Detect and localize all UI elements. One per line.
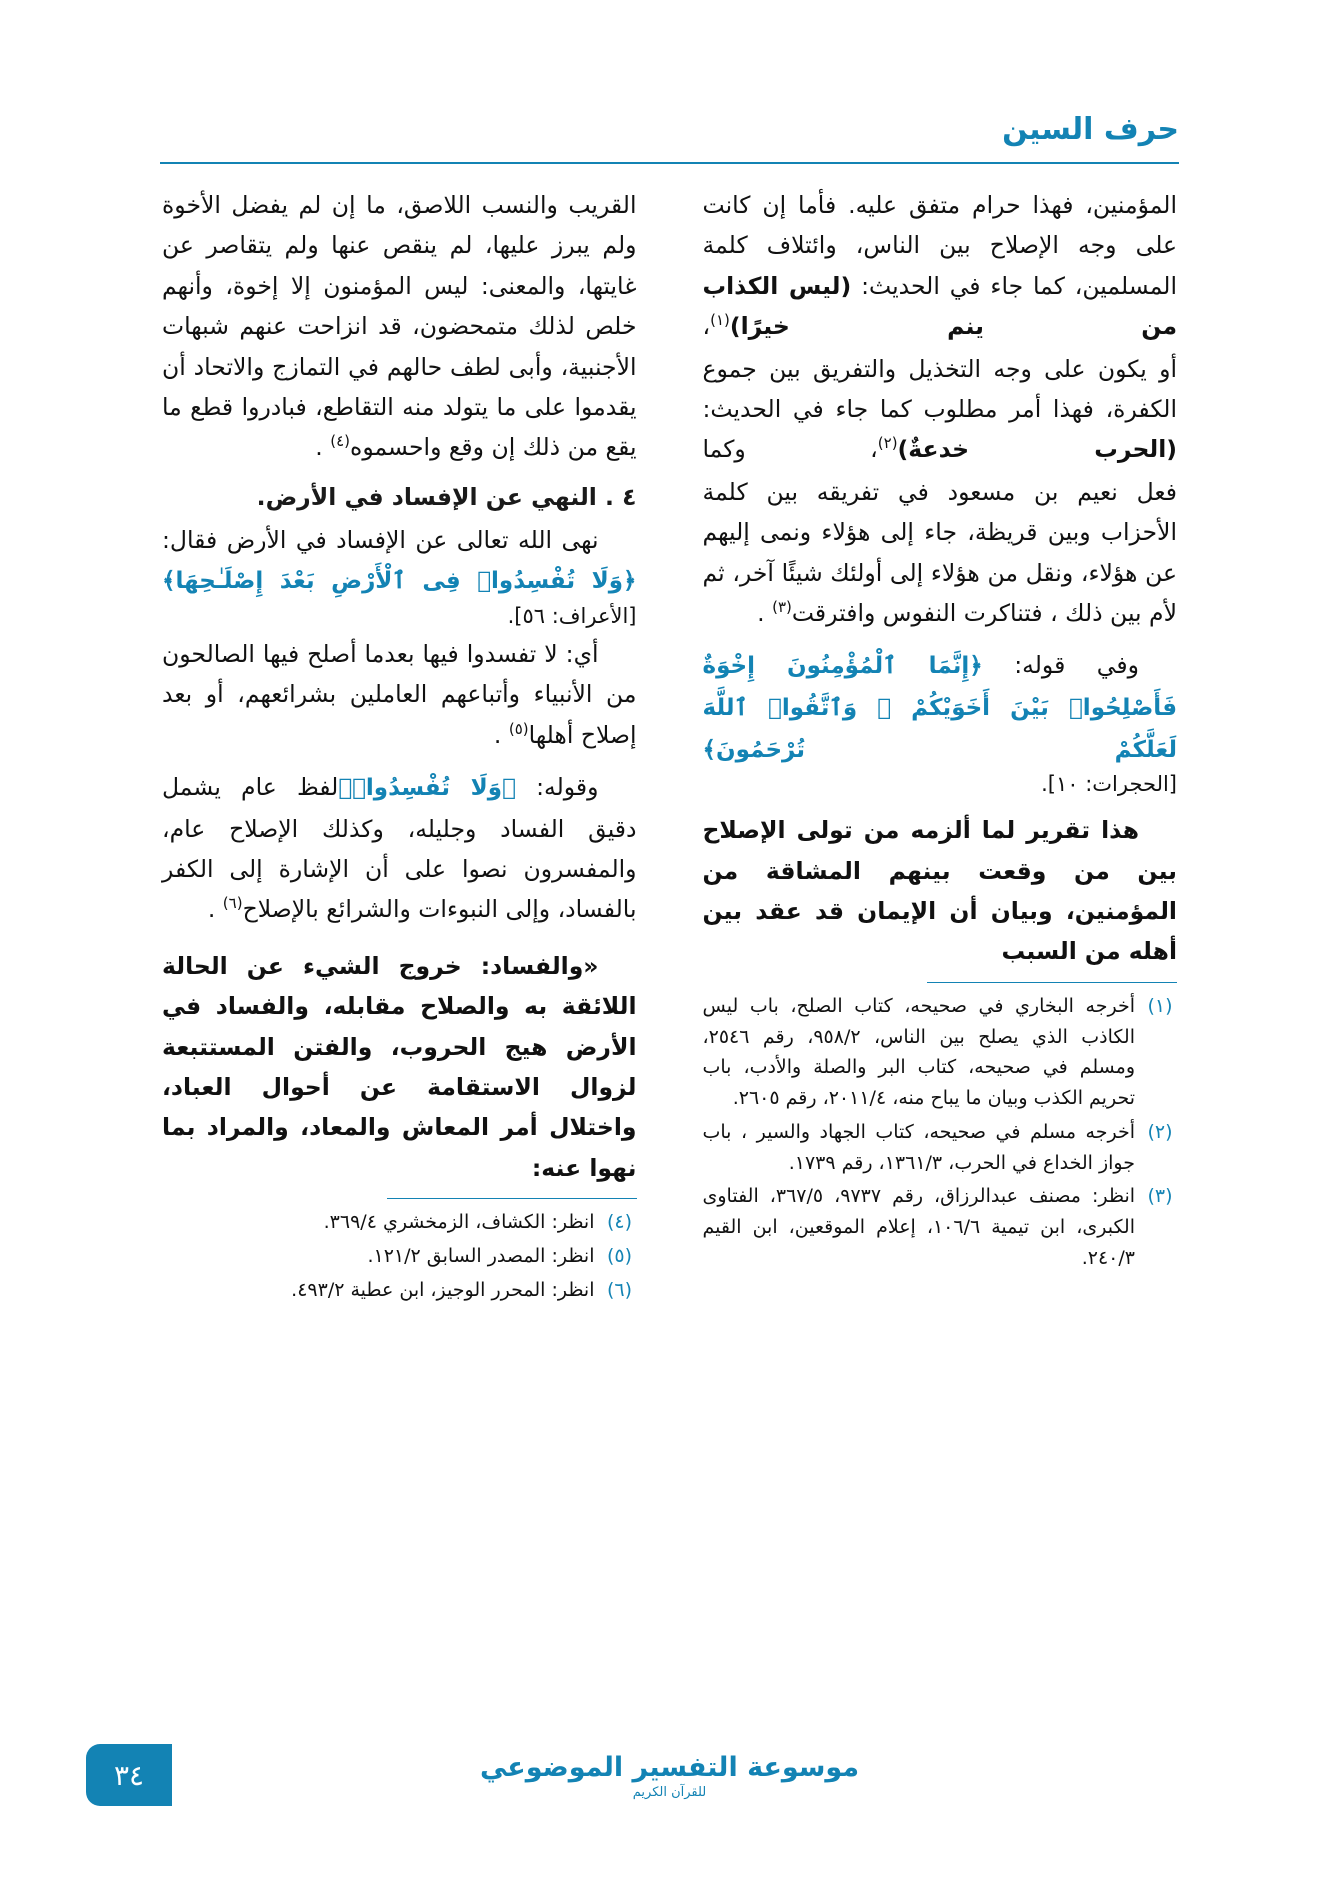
page-footer bbox=[0, 1726, 1339, 1806]
left-paragraph-4 bbox=[162, 767, 637, 930]
page-header bbox=[160, 112, 1179, 172]
logo-subtitle: للقرآن الكريم bbox=[632, 1785, 707, 1800]
quran-reference-hujurat: [الحجرات: ١٠]. bbox=[1041, 772, 1177, 797]
footnote-number: (٥) bbox=[606, 1244, 633, 1267]
right-column bbox=[703, 185, 1178, 1615]
after-hadith-2: ، وكما bbox=[702, 435, 878, 464]
left-footnote-list bbox=[162, 1207, 637, 1305]
footnote-marker-4: (٤) bbox=[330, 432, 351, 451]
footnote-item bbox=[162, 1275, 637, 1306]
footnote-item bbox=[703, 1181, 1178, 1273]
footnote-number: (٦) bbox=[606, 1278, 633, 1301]
footnote-item bbox=[162, 1241, 637, 1272]
right-paragraph-1: المؤمنين، فهذا حرام متفق عليه. فأما إن كانت على وجه الإصلاح بين الناس، وائتلاف كلمة المسلمين، كما جاء في الحديث: (ليس الكذاب من ينم خيرًا)$^{(١)}$، bbox=[702, 191, 1177, 341]
left-paragraph-3 bbox=[162, 634, 637, 755]
footnote-number: (٤) bbox=[606, 1211, 633, 1234]
hadith-quote-2: (الحرب خدعةٌ) bbox=[897, 435, 1177, 464]
footnote-number: (٢) bbox=[1147, 1120, 1173, 1143]
left-paragraph-1-end: . bbox=[315, 433, 323, 462]
footnote-marker-6: (٦) bbox=[222, 894, 243, 913]
footnote-text: انظر: مصنف عبدالرزاق، رقم ٩٧٣٧، ٣٦٧/٥، الفتاوى الكبرى، ابن تيمية ١٠٦/٦، إعلام الموقعين، ابن القيم ٢٤٠/٣. bbox=[702, 1185, 1136, 1269]
text-columns bbox=[162, 185, 1177, 1615]
right-paragraph-3: فعل نعيم بن مسعود في تفريقه بين كلمة الأحزاب وبين قريظة، جاء إلى هؤلاء ونمى إليهم عن هؤلاء، ونقل من هؤلاء إلى أولئك شيئًا آخر، ثم لأم بين ذلك ، فتناكرت النفوس وافترقت$^{(٣)}$ . bbox=[702, 477, 1177, 628]
right-paragraph-4 bbox=[703, 645, 1178, 770]
quran-verse-hujurat: ﴿إِنَّمَا ٱلْمُؤْمِنُونَ إِخْوَةٌ فَأَصْلِحُوا۟ بَيْنَ أَخَوَيْكُمْ ۚ وَٱتَّقُوا۟ ٱللَّهَ لَعَلَّكُمْ تُرْحَمُونَ﴾ bbox=[702, 653, 1177, 763]
right-paragraph-2-text: أو يكون على وجه التخذيل والتفريق بين جموع الكفرة، فهذا أمر مطلوب كما جاء في الحديث: bbox=[702, 354, 1177, 424]
footnote-number: (١) bbox=[1147, 994, 1173, 1017]
left-paragraph-2 bbox=[162, 520, 637, 602]
right-footnote-list bbox=[703, 991, 1178, 1274]
right-paragraph-4-text: وفي قوله: bbox=[1014, 651, 1139, 680]
left-column bbox=[162, 185, 637, 1615]
footnote-marker-2: (٢) bbox=[877, 434, 898, 453]
footnote-marker-5: (٥) bbox=[508, 719, 529, 738]
page-number-badge: ٣٤ bbox=[86, 1744, 172, 1806]
left-paragraph-1-text: القريب والنسب اللاصق، ما إن لم يفضل الأخوة ولم يبرز عليها، لم ينقص عنها ولم يتقاصر عن غايتها، والمعنى: ليس المؤمنون إلا إخوة، وأنهم خلص لذلك متمحضون، قد انزاحت عنهم شبهات الأجنبية، وأبى لطف حالهم في التمازج والاتحاد أن يقدموا على ما يتولد منه التقاطع، فبادروا قطع ما يقع من ذلك إن وقع واحسموه bbox=[162, 191, 637, 462]
right-paragraph-1-text: المؤمنين، فهذا حرام متفق عليه. فأما إن كانت على وجه الإصلاح بين الناس، وائتلاف كلمة المسلمين، كما جاء في الحديث: bbox=[702, 191, 1177, 300]
left-paragraph-3-text: أي: لا تفسدوا فيها بعدما أصلح فيها الصالحون من الأنبياء وأتباعهم العاملين بشرائعهم، أو بعد إصلاح أهلها bbox=[162, 639, 637, 749]
footnote-number: (٣) bbox=[1147, 1185, 1173, 1208]
left-footnote-divider bbox=[387, 1198, 637, 1199]
logo-title: موسوعة التفسير الموضوعي bbox=[479, 1752, 860, 1783]
footnote-text: أخرجه البخاري في صحيحه، كتاب الصلح، باب ليس الكاذب الذي يصلح بين الناس، ٩٥٨/٢، رقم ٢٥٤٦، ومسلم في صحيحه، كتاب البر والصلة والأدب، باب تحريم الكذب وبيان ما يباح منه، ٢٠١١/٤، رقم ٢٦٠٥. bbox=[702, 994, 1135, 1110]
section-heading: ٤ . النهي عن الإفساد في الأرض. bbox=[256, 482, 637, 511]
left-paragraph-3-end: . bbox=[493, 720, 502, 749]
right-paragraph-2 bbox=[703, 349, 1178, 470]
footnote-text: انظر: الكشاف، الزمخشري ٣٦٩/٤. bbox=[323, 1211, 595, 1234]
quran-phrase-wala-tufsidu: ﴿وَلَا تُفْسِدُوا۟﴾ bbox=[338, 774, 516, 801]
left-paragraph-4-end: . bbox=[207, 895, 216, 924]
footnote-item bbox=[703, 1117, 1178, 1179]
left-paragraph-2-text: نهى الله تعالى عن الإفساد في الأرض فقال: bbox=[162, 525, 599, 554]
footnote-item bbox=[703, 991, 1178, 1114]
right-paragraph-3-text: فعل نعيم بن مسعود في تفريقه بين كلمة الأحزاب وبين قريظة، جاء إلى هؤلاء ونمى إليهم عن هؤلاء، ونقل من هؤلاء إلى أولئك شيئًا آخر، ثم لأم بين ذلك ، فتناكرت النفوس وافترقت bbox=[702, 477, 1177, 628]
left-paragraph-5: «والفساد: خروج الشيء عن الحالة اللائقة به والصلاح مقابله، والفساد في الأرض هيج الحروب، والفتن المستتبعة لزوال الاستقامة عن أحوال العباد، واختلال أمر المعاش والمعاد، والمراد بما نهوا عنه: bbox=[162, 951, 637, 1182]
right-closing-paragraph: هذا تقرير لما ألزمه من تولى الإصلاح بين من وقعت بينهم المشاقة من المؤمنين، وبيان أن الإيمان قد عقد بين أهله من السبب bbox=[702, 816, 1177, 966]
left-paragraph-4-text: لفظ عام يشمل دقيق الفساد وجليله، وكذلك الإصلاح عام، والمفسرون نصوا على أن الإشارة إلى الكفر بالفساد، وإلى النبوءات والشرائع بالإصلاح bbox=[162, 772, 637, 924]
footnote-item bbox=[162, 1207, 637, 1238]
left-paragraph-1 bbox=[162, 185, 637, 468]
footnote-marker-3: (٣) bbox=[772, 598, 792, 617]
hadith-quote-1: (ليس الكذاب من ينم خيرًا) bbox=[702, 271, 1177, 341]
right-footnote-divider bbox=[927, 982, 1177, 983]
footnote-text: أخرجه مسلم في صحيحه، كتاب الجهاد والسير ، باب جواز الخداع في الحرب، ١٣٦١/٣، رقم ١٧٣٩. bbox=[702, 1120, 1135, 1174]
header-chapter-title: حرف السين bbox=[1002, 112, 1179, 147]
quran-verse-araf: ﴿وَلَا تُفْسِدُوا۟ فِى ٱلْأَرْضِ بَعْدَ إِصْلَـٰحِهَا﴾ bbox=[162, 568, 637, 595]
footnote-text: انظر: المحرر الوجيز، ابن عطية ٤٩٣/٢. bbox=[291, 1278, 595, 1301]
footnote-marker-1: (١) bbox=[710, 311, 730, 330]
footnote-text: انظر: المصدر السابق ١٢١/٢. bbox=[367, 1244, 595, 1267]
left-paragraph-4-pre: وقوله: bbox=[536, 772, 599, 801]
header-divider bbox=[160, 162, 1179, 164]
quran-reference-araf: [الأعراف: ٥٦]. bbox=[507, 603, 637, 628]
publisher-logo bbox=[480, 1752, 859, 1800]
